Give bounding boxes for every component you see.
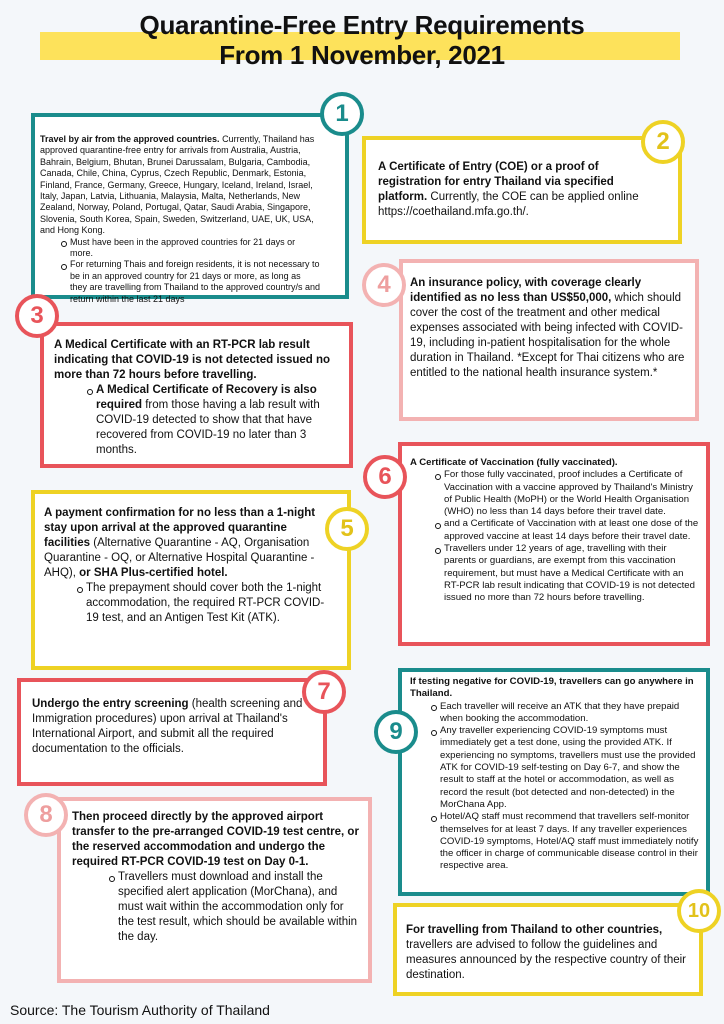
source-credit: Source: The Tourism Authority of Thailand — [10, 1002, 270, 1018]
step-9-bullet: Hotel/AQ staff must recommend that travellers self-monitor themselves for at least 7 days. If any traveller experiences COVID-19 symptoms, Hotel/AQ staff must immediately notify the officer in charge of communicable disease control in their respective area. — [440, 811, 702, 872]
step-10-badge: 10 — [677, 889, 721, 933]
step-7-badge: 7 — [302, 670, 346, 714]
page-title: Quarantine-Free Entry Requirements From 1 November, 2021 — [139, 10, 585, 70]
step-10-text: For travelling from Thailand to other countries, travellers are advised to follow the guidelines and measures announced by the respective country of their destination. — [406, 924, 686, 981]
step-6-bullet: and a Certificate of Vaccination with at least one dose of the approved vaccine at least 14 days before their travel date. — [444, 518, 699, 542]
step-2-text: A Certificate of Entry (COE) or a proof of registration for entry Thailand via specified platform. Currently, the COE can be applied online https://coethailand.mfa.go.th/. — [378, 161, 639, 218]
step-8-text: Then proceed directly by the approved airport transfer to the pre-arranged COVID-19 test centre, or the reserved accommodation and undergo the required RT-PCR COVID-19 test on Day 0-1. Travellers must download and install the specified alert application (MorChana), and must wait within the accommodation only for the test result, which should be available within the day. — [72, 810, 362, 945]
step-5-text: A payment confirmation for no less than a 1-night stay upon arrival at the approved quarantine facilities (Alternative Quarantine - AQ, Organisation Quarantine - OQ, or Alternative Hospital Quarantine - AHQ), or SHA Plus-certified hotel. The prepayment should cover both the 1-night accommodation, the required RT-PCR COVID-19 test, and an Antigen Test Kit (ATK). — [44, 507, 325, 624]
step-7-text: Undergo the entry screening (health screening and Immigration procedures) upon arrival at Thailand's International Airport, and submit all the required documentation to the officials. — [32, 698, 303, 755]
step-1-badge: 1 — [320, 92, 364, 136]
step-6-badge: 6 — [363, 455, 407, 499]
step-8-badge: 8 — [24, 793, 68, 837]
step-6-bullet: For those fully vaccinated, proof includes a Certificate of Vaccination with a vaccine approved by Thailand's Ministry of Public Health (MoPH) or the World Health Organisation (WHO) no less than 14 days before their travel date. — [444, 469, 700, 518]
step-1-text: Travel by air from the approved countries. Currently, Thailand has approved quarantine-free entry for arrivals from Australia, Austria, Bahrain, Belgium, Bhutan, Brunei Darussalam, Bulgaria, Cambodia, Canada, Chile, China, Cyprus, Czech Republic, Denmark, Estonia, Finland, France, Germany, Greece, Hungary, Iceland, Ireland, Israel, Italy, Japan, Latvia, Lithuania, Malaysia, Malta, Netherlands, New Zealand, Norway, Poland, Portugal, Qatar, Saudi Arabia, Singapore, Slovenia, South Korea, Spain, Sweden, Switzerland, UAE, UK, USA, and Hong Kong. Must have been in the approved countries for 21 days or more. For returning Thais and foreign residents, it is not necessary to be in an approved country for 21 days or more, as long as they are travelling from Thailand to the approved country/s and return within the last 21 days — [40, 134, 320, 304]
step-2-badge: 2 — [641, 120, 685, 164]
step-5-badge: 5 — [325, 507, 369, 551]
step-9-badge: 9 — [374, 710, 418, 754]
step-3-bullet: A Medical Certificate of Recovery is also required from those having a lab result with COVID-19 detected to show that that have recovered from COVID-19 no later than 3 months. — [96, 383, 344, 458]
step-6-bullet: Travellers under 12 years of age, travelling with their parents or guardians, are exempt from this vaccination requirement, but must have a Medical Certificate with an RT-PCR lab result indicating that COVID-19 is not detected issued no more than 72 hours before travelling. — [444, 543, 700, 604]
step-8-bullet: Travellers must download and install the specified alert application (MorChana), and must wait within the accommodation only for the test result, which should be available within the day. — [118, 870, 362, 945]
step-6-text: A Certificate of Vaccination (fully vaccinated). For those fully vaccinated, proof includes a Certificate of Vaccination with a vaccine approved by Thailand's Ministry of Public Health (MoPH) or the World Health Organisation (WHO) no less than 14 days before their travel date. and a Certificate of Vaccination with at least one dose of the approved vaccine at least 14 days before their travel date. Travellers under 12 years of age, travelling with their parents or guardians, are exempt from this vaccination requirement, but must have a Medical Certificate with an RT-PCR lab result indicating that COVID-19 is not detected issued no more than 72 hours before travelling. — [410, 457, 699, 604]
step-3-text: A Medical Certificate with an RT-PCR lab result indicating that COVID-19 is not detected issued no more than 72 hours before travelling. A Medical Certificate of Recovery is also required from those having a lab result with COVID-19 detected to show that that have recovered from COVID-19 no later than 3 months. — [54, 338, 344, 458]
step-9-text: If testing negative for COVID-19, travellers can go anywhere in Thailand. Each traveller will receive an ATK that they have prepaid when booking the accommodation. Any traveller experiencing COVID-19 symptoms must immediately get a test done, using the provided ATK. If experiencing no symptoms, travellers must use the provided ATK for COVID-19 self-testing on Day 6-7, and show the result to staff at the hotel or accommodation, as well as record the result (bot detected and non-detected) in the MorChana App. Hotel/AQ staff must recommend that travellers self-monitor themselves for at least 7 days. If any traveller experiences COVID-19 symptoms, Hotel/AQ staff must immediately notify the officer in charge of communicable disease control in their respective area. — [410, 676, 702, 873]
step-1-bullet: For returning Thais and foreign residents, it is not necessary to be in an approved country for 21 days or more, as long as they are travelling from Thailand to the approved country/s and return within the last 21 days — [70, 259, 320, 304]
step-4-badge: 4 — [362, 263, 406, 307]
step-9-bullet: Each traveller will receive an ATK that they have prepaid when booking the accommodation. — [440, 701, 702, 726]
step-9-bullet: Any traveller experiencing COVID-19 symptoms must immediately get a test done, using the provided ATK. If experiencing no symptoms, travellers must use the provided ATK for COVID-19 self-testing on Day 6-7, and show the result to staff at the hotel or accommodation, as well as record the result (bot detected and non-detected) in the MorChana App. — [440, 725, 702, 811]
step-3-badge: 3 — [15, 294, 59, 338]
step-4-text: An insurance policy, with coverage clearly identified as no less than US$50,000, which should cover the cost of the treatment and other medical expenses associated with being infected with COVID-19, including in-patient hospitalisation for the whole duration in Thailand. *Except for Thai citizens who are entitled to the national health insurance system.* — [410, 277, 685, 379]
step-5-bullet: The prepayment should cover both the 1-night accommodation, the required RT-PCR COVID-19 test, and an Antigen Test Kit (ATK). — [86, 582, 325, 624]
step-1-bullet: Must have been in the approved countries for 21 days or more. — [70, 237, 320, 260]
